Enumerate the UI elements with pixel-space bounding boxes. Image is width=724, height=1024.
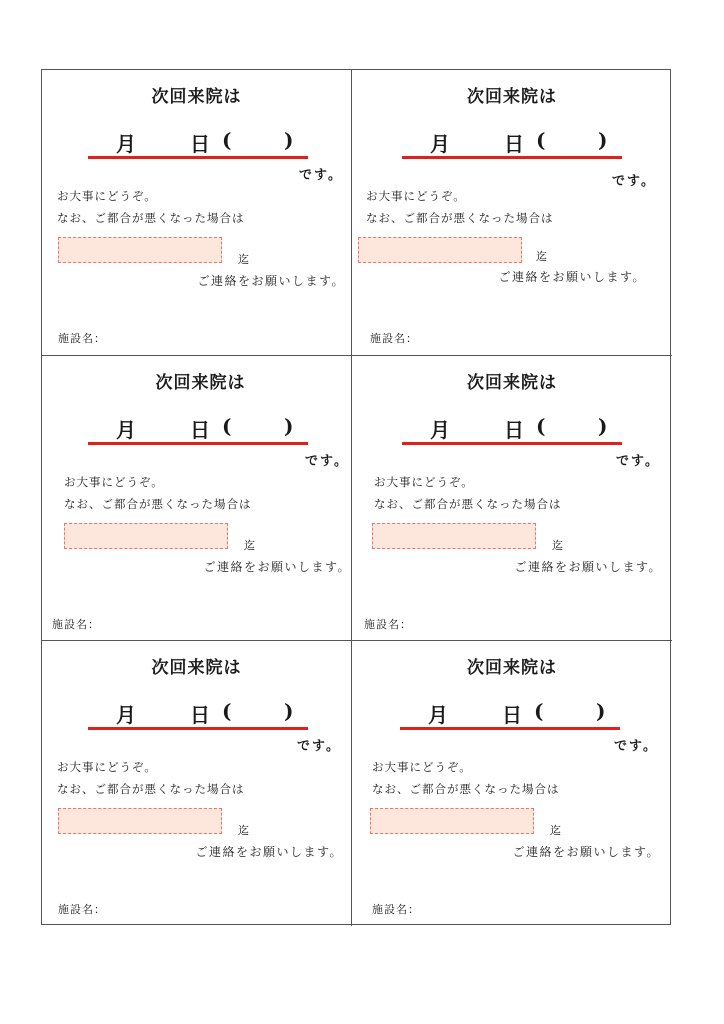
- contact-request-text: ご連絡をお願いします。: [498, 270, 646, 284]
- inconvenience-text: なお、ご都合が悪くなった場合は: [372, 782, 560, 796]
- contact-request-text: ご連絡をお願いします。: [197, 274, 345, 288]
- weekday-paren-close: ): [596, 699, 606, 723]
- day-label: 日: [504, 418, 524, 442]
- weekday-paren-open: (: [536, 128, 546, 152]
- made-text: 迄: [550, 824, 561, 837]
- appointment-card-3: [42, 356, 352, 641]
- made-text: 迄: [244, 539, 255, 552]
- facility-name-label: 施設名：: [58, 332, 106, 345]
- get-well-text: お大事にどうぞ。: [64, 475, 164, 489]
- desu-text: です。: [616, 454, 660, 469]
- weekday-paren-open: (: [222, 699, 232, 723]
- weekday-paren-open: (: [536, 414, 546, 438]
- card-title: 次回来院は: [151, 658, 242, 678]
- date-underline: [88, 126, 308, 159]
- weekday-paren-close: ): [598, 128, 608, 152]
- month-label: 月: [430, 418, 450, 442]
- inconvenience-text: なお、ご都合が悪くなった場合は: [57, 211, 245, 225]
- desu-text: です。: [612, 174, 656, 189]
- facility-name-label: 施設名：: [372, 903, 420, 916]
- inconvenience-text: なお、ご都合が悪くなった場合は: [374, 497, 562, 511]
- desu-text: です。: [297, 739, 341, 754]
- month-label: 月: [430, 132, 450, 156]
- desu-text: です。: [305, 454, 349, 469]
- card-title: 次回来院は: [467, 658, 557, 678]
- inconvenience-text: なお、ご都合が悪くなった場合は: [366, 211, 554, 225]
- weekday-paren-close: ): [284, 699, 294, 723]
- date-underline: [88, 697, 308, 730]
- date-underline: [402, 412, 622, 445]
- phone-number-box[interactable]: [372, 523, 536, 549]
- date-underline: [402, 126, 622, 159]
- date-underline: [88, 412, 308, 445]
- month-label: 月: [428, 703, 448, 727]
- weekday-paren-close: ): [284, 128, 294, 152]
- phone-number-box[interactable]: [358, 237, 522, 263]
- card-title: 次回来院は: [151, 87, 242, 107]
- get-well-text: お大事にどうぞ。: [374, 475, 474, 489]
- appointment-card-sheet: [41, 69, 671, 925]
- appointment-card-4: [352, 356, 672, 641]
- day-label: 日: [190, 703, 210, 727]
- get-well-text: お大事にどうぞ。: [57, 760, 157, 774]
- facility-name-label: 施設名：: [52, 618, 100, 631]
- day-label: 日: [502, 703, 522, 727]
- phone-number-box[interactable]: [58, 808, 222, 834]
- contact-request-text: ご連絡をお願いします。: [514, 560, 662, 574]
- card-title: 次回来院は: [155, 373, 246, 393]
- made-text: 迄: [536, 250, 547, 263]
- contact-request-text: ご連絡をお願いします。: [203, 560, 351, 574]
- day-label: 日: [190, 418, 210, 442]
- appointment-card-5: [42, 641, 352, 926]
- phone-number-box[interactable]: [64, 523, 228, 549]
- inconvenience-text: なお、ご都合が悪くなった場合は: [64, 497, 252, 511]
- desu-text: です。: [299, 168, 343, 183]
- get-well-text: お大事にどうぞ。: [372, 760, 472, 774]
- weekday-paren-close: ): [598, 414, 608, 438]
- contact-request-text: ご連絡をお願いします。: [195, 845, 343, 859]
- desu-text: です。: [614, 739, 658, 754]
- appointment-card-1: [42, 70, 352, 356]
- date-underline: [400, 697, 620, 730]
- made-text: 迄: [238, 253, 249, 266]
- month-label: 月: [116, 703, 136, 727]
- weekday-paren-open: (: [222, 414, 232, 438]
- made-text: 迄: [552, 539, 563, 552]
- weekday-paren-open: (: [222, 128, 232, 152]
- facility-name-label: 施設名：: [364, 618, 412, 631]
- get-well-text: お大事にどうぞ。: [366, 189, 466, 203]
- card-title: 次回来院は: [467, 87, 557, 107]
- weekday-paren-open: (: [534, 699, 544, 723]
- inconvenience-text: なお、ご都合が悪くなった場合は: [57, 782, 245, 796]
- get-well-text: お大事にどうぞ。: [57, 189, 157, 203]
- contact-request-text: ご連絡をお願いします。: [512, 845, 660, 859]
- day-label: 日: [190, 132, 210, 156]
- made-text: 迄: [238, 824, 249, 837]
- appointment-card-6: [352, 641, 672, 926]
- phone-number-box[interactable]: [370, 808, 534, 834]
- facility-name-label: 施設名：: [370, 332, 418, 345]
- phone-number-box[interactable]: [58, 237, 222, 263]
- weekday-paren-close: ): [284, 414, 294, 438]
- card-title: 次回来院は: [467, 373, 557, 393]
- facility-name-label: 施設名：: [58, 903, 106, 916]
- day-label: 日: [504, 132, 524, 156]
- month-label: 月: [116, 132, 136, 156]
- appointment-card-2: [352, 70, 672, 356]
- month-label: 月: [116, 418, 136, 442]
